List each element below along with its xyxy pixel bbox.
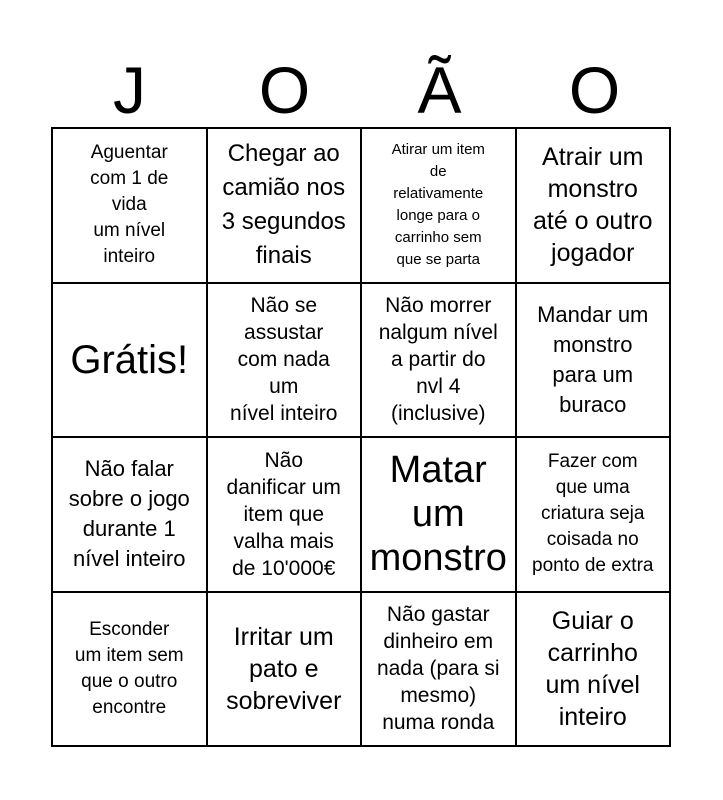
bingo-cell[interactable]: Não morrer nalgum nível a partir do nvl 4 (inclusive) xyxy=(361,283,516,438)
bingo-cell[interactable]: Irritar um pato e sobreviver xyxy=(207,592,362,747)
title-letter: O xyxy=(568,53,621,127)
bingo-cell[interactable]: Não se assustar com nada um nível inteiro xyxy=(207,283,362,438)
bingo-cell[interactable]: Não falar sobre o jogo durante 1 nível inteiro xyxy=(52,437,207,592)
bingo-cell[interactable]: Atirar um item de relativamente longe para o carrinho sem que se parta xyxy=(361,128,516,283)
bingo-cell[interactable]: Mandar um monstro para um buraco xyxy=(516,283,671,438)
title-letter: O xyxy=(258,53,311,127)
bingo-cell[interactable]: Não gastar dinheiro em nada (para si mesmo) numa ronda xyxy=(361,592,516,747)
bingo-cell[interactable]: Aguentar com 1 de vida um nível inteiro xyxy=(52,128,207,283)
bingo-cell[interactable]: Não danificar um item que valha mais de 10'000€ xyxy=(207,437,362,592)
bingo-cell[interactable]: Guiar o carrinho um nível inteiro xyxy=(516,592,671,747)
bingo-cell[interactable]: Chegar ao camião nos 3 segundos finais xyxy=(207,128,362,283)
bingo-cell[interactable]: Matar um monstro xyxy=(361,437,516,592)
title-letter: J xyxy=(113,53,146,127)
bingo-free-cell[interactable]: Grátis! xyxy=(52,283,207,438)
title-letter: Ã xyxy=(417,53,462,127)
bingo-title xyxy=(52,50,672,130)
bingo-cell[interactable]: Fazer com que uma criatura seja coisada no ponto de extra xyxy=(516,437,671,592)
bingo-card xyxy=(51,127,671,747)
bingo-cell[interactable]: Esconder um item sem que o outro encontre xyxy=(52,592,207,747)
bingo-cell[interactable]: Atrair um monstro até o outro jogador xyxy=(516,128,671,283)
